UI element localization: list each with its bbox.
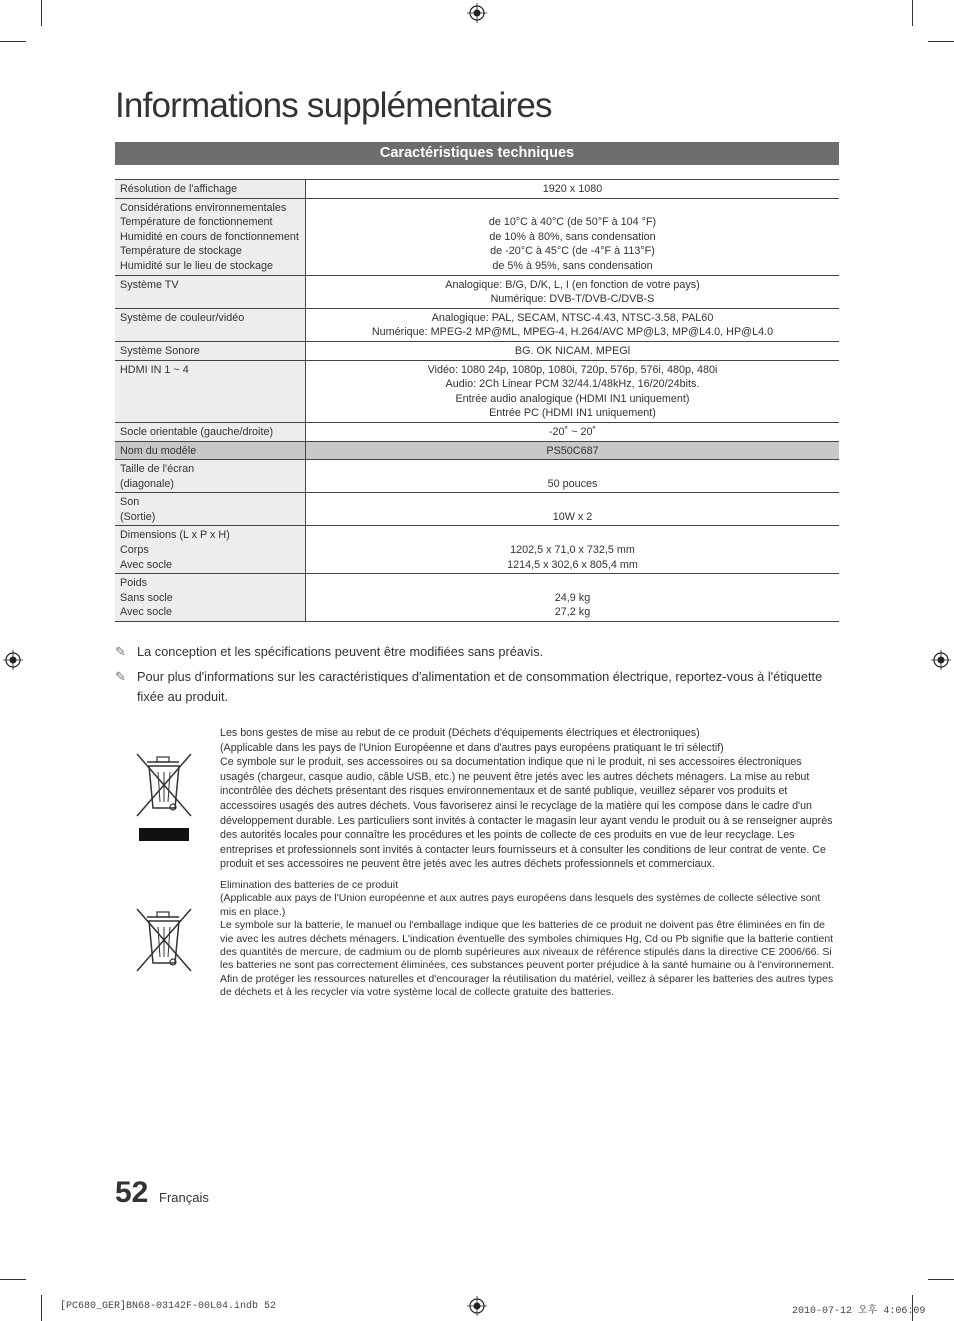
- spec-row: [115, 275, 839, 308]
- spec-label-line: (diagonale): [120, 477, 175, 490]
- crop-mark: [912, 0, 913, 26]
- spec-value: [306, 493, 840, 526]
- spec-label: [115, 526, 306, 574]
- weee-body: Ce symbole sur le produit, ses accessoires ou sa documentation indique que ni le produit, ni ses accessoires électroniques usagés (chargeur, casque audio, câble USB, etc.) ne peuvent être jetés avec les autres déchets ménagers. La mise au rebut incontrôlée des déchets présentant des risques environnementaux et de santé publique, veuillez séparer vos produits et accessoires usagés des autres déchets. Vous favoriserez ainsi le recyclage de la matière qui les compose dans le cadre d'un développement durable. Les particuliers sont invités à contacter le magasin leur ayant vendu le produit ou à se renseigner auprès des autorités locales pour connaître les procédures et les points de collecte de ces produits en vue de leur recyclage. Les entreprises et professionnels sont invités à contacter leurs fournisseurs et à consulter les conditions de leur contrat de vente. Ce produit et ses accessoires ne peuvent être jetés avec les autres déchets professionnels et commerciaux.: [220, 756, 833, 871]
- spec-label-line: Humidité sur le lieu de stockage: [120, 259, 274, 272]
- spec-label: [115, 360, 306, 422]
- spec-row: [115, 574, 839, 622]
- spec-row: [115, 180, 839, 199]
- spec-value: [306, 198, 840, 275]
- note-2: [115, 667, 827, 706]
- spec-value-line: 27,2 kg: [554, 606, 591, 619]
- spec-label: [115, 441, 306, 460]
- spec-value: [306, 180, 840, 199]
- spec-label-line: Sans socle: [120, 591, 173, 604]
- spec-row: [115, 360, 839, 422]
- spec-label-line: (Sortie): [120, 510, 156, 523]
- spec-label: [115, 341, 306, 360]
- spec-value-line: -20˚ ~ 20˚: [548, 425, 597, 438]
- spec-value-line: Audio: 2Ch Linear PCM 32/44.1/48kHz, 16/20/24bits.: [445, 378, 700, 391]
- spec-label-line: Poids: [120, 577, 148, 590]
- slug-date: 2010-07-12 오후 4:06:09: [792, 1306, 926, 1317]
- spec-label-line: Socle orientable (gauche/droite): [120, 425, 274, 438]
- note-1: [115, 642, 805, 662]
- registration-mark-icon: [931, 650, 951, 670]
- spec-label: [115, 493, 306, 526]
- spec-value-line: Vidéo: 1080 24p, 1080p, 1080i, 720p, 576p, 576i, 480p, 480i: [427, 363, 718, 376]
- crop-mark: [41, 0, 42, 26]
- spec-row: [115, 460, 839, 493]
- spec-value-line: 50 pouces: [547, 477, 598, 490]
- spec-value-line: 1202,5 x 71,0 x 732,5 mm: [510, 544, 635, 557]
- spec-row: [115, 493, 839, 526]
- spec-value-line: de -20°C à 45°C (de -4°F à 113°F): [490, 245, 655, 258]
- spec-label-line: Taille de l'écran: [120, 463, 195, 476]
- spec-label-line: Température de stockage: [120, 245, 242, 258]
- spec-label-line: Considérations environnementales: [120, 201, 287, 214]
- spec-value-line: 1214,5 x 302,6 x 805,4 mm: [507, 558, 638, 571]
- spec-value: [306, 341, 840, 360]
- weee-heading: Les bons gestes de mise au rebut de ce produit (Déchets d'équipements électriques et électroniques): [220, 727, 700, 739]
- spec-table: [115, 179, 839, 622]
- crop-mark: [41, 1295, 42, 1321]
- spec-value-line: PS50C687: [546, 444, 599, 457]
- spec-value-line: Entrée audio analogique (HDMI IN1 uniquement): [455, 392, 690, 405]
- page-language: Français: [159, 1190, 209, 1205]
- note-text: Pour plus d'informations sur les caractéristiques d'alimentation et de consommation électrique, reportez-vous à l'étiquette fixée au produit.: [137, 669, 823, 704]
- spec-value-line: Numérique: MPEG-2 MP@ML, MPEG-4, H.264/AVC MP@L3, MP@L4.0, HP@L4.0: [371, 326, 774, 339]
- spec-label-line: Humidité en cours de fonctionnement: [120, 230, 299, 243]
- spec-row: [115, 341, 839, 360]
- spec-value-line: de 10% à 80%, sans condensation: [489, 230, 656, 243]
- spec-label-line: Corps: [120, 544, 149, 557]
- spec-value-line: Analogique: B/G, D/K, L, I (en fonction de votre pays): [445, 278, 700, 291]
- spec-value-line: Entrée PC (HDMI IN1 uniquement): [489, 407, 656, 420]
- spec-label-line: Système TV: [120, 278, 179, 291]
- weee-section: [220, 726, 838, 872]
- page-title: Informations supplémentaires: [115, 86, 552, 125]
- section-title: Caractéristiques techniques: [115, 142, 839, 165]
- spec-value-line: BG. OK NICAM. MPEGl: [514, 344, 631, 357]
- spec-row: [115, 526, 839, 574]
- spec-label-line: Température de fonctionnement: [120, 216, 273, 229]
- crossed-bin-icon: [133, 905, 195, 975]
- spec-label-line: Son: [120, 496, 140, 509]
- pencil-icon: ✎: [115, 644, 126, 659]
- spec-value-line: Analogique: PAL, SECAM, NTSC-4.43, NTSC-3.58, PAL60: [431, 311, 714, 324]
- crossed-bin-icon: [133, 750, 195, 844]
- spec-label-line: Nom du modèle: [120, 444, 197, 457]
- spec-label: [115, 574, 306, 622]
- registration-mark-icon: [467, 3, 487, 23]
- spec-row: [115, 441, 839, 460]
- spec-value-line: 24,9 kg: [554, 591, 591, 604]
- weee-subheading: (Applicable dans les pays de l'Union Européenne et dans d'autres pays européens pratiquant le tri sélectif): [220, 741, 724, 754]
- spec-label-line: Système Sonore: [120, 344, 200, 357]
- spec-row: [115, 308, 839, 341]
- battery-subheading: (Applicable aux pays de l'Union européenne et aux autres pays européens dans lesquels des systèmes de collecte sélective sont mis en place.): [220, 892, 821, 918]
- registration-mark-icon: [467, 1296, 487, 1316]
- registration-mark-icon: [3, 650, 23, 670]
- spec-label: [115, 275, 306, 308]
- spec-label: [115, 460, 306, 493]
- spec-row: [115, 198, 839, 275]
- crop-mark: [928, 41, 954, 42]
- spec-label-line: Dimensions (L x P x H): [120, 529, 230, 542]
- battery-heading: Elimination des batteries de ce produit: [220, 879, 399, 891]
- battery-body: Le symbole sur la batterie, le manuel ou l'emballage indique que les batteries de ce produit ne doivent pas être éliminées en fin de vie avec les autres déchets ménagers. L'indication éventuelle des symboles chimiques Hg, Cd ou Pb signifie que la batterie contient des quantités de mercure, de cadmium ou de plomb supérieures aux niveaux de référence stipulés dans la directive CE 2006/66. Si les batteries ne sont pas correctement éliminées, ces substances peuvent porter préjudice à la santé humaine ou à l'environnement. Afin de protéger les ressources naturelles et d'encourager la réutilisation du matériel, veillez à séparer les batteries des autres types de déchets et à les recycler via votre système local de collecte gratuite des batteries.: [220, 919, 835, 999]
- spec-label-line: Résolution de l'affichage: [120, 183, 238, 195]
- crop-mark: [928, 1279, 954, 1280]
- spec-value: [306, 422, 840, 441]
- spec-label-line: Système de couleur/vidéo: [120, 311, 245, 324]
- note-text: La conception et les spécifications peuvent être modifiées sans préavis.: [137, 644, 544, 659]
- spec-value: [306, 460, 840, 493]
- crop-mark: [0, 1279, 26, 1280]
- slug-file: [PC680_GER]BN68-03142F-00L04.indb 52: [60, 1301, 277, 1312]
- pencil-icon: ✎: [115, 669, 126, 684]
- spec-value: [306, 308, 840, 341]
- spec-value-line: Numérique: DVB-T/DVB-C/DVB-S: [490, 293, 655, 306]
- spec-value: [306, 360, 840, 422]
- spec-label-line: Avec socle: [120, 606, 173, 619]
- spec-label-line: Avec socle: [120, 558, 173, 571]
- spec-value-line: de 5% à 95%, sans condensation: [492, 259, 653, 272]
- spec-value-line: 1920 x 1080: [542, 183, 603, 195]
- spec-label: [115, 198, 306, 275]
- spec-value-line: 10W x 2: [552, 510, 593, 523]
- spec-label-line: HDMI IN 1 ~ 4: [120, 363, 189, 376]
- spec-value: [306, 275, 840, 308]
- crop-mark: [0, 41, 26, 42]
- spec-value-line: de 10°C à 40°C (de 50°F à 104 °F): [488, 216, 657, 229]
- battery-section: [220, 879, 838, 1000]
- spec-value: [306, 574, 840, 622]
- page-number: 52: [115, 1176, 149, 1209]
- spec-label: [115, 180, 306, 199]
- spec-value: [306, 526, 840, 574]
- spec-row: [115, 422, 839, 441]
- spec-label: [115, 422, 306, 441]
- spec-value: [306, 441, 840, 460]
- spec-label: [115, 308, 306, 341]
